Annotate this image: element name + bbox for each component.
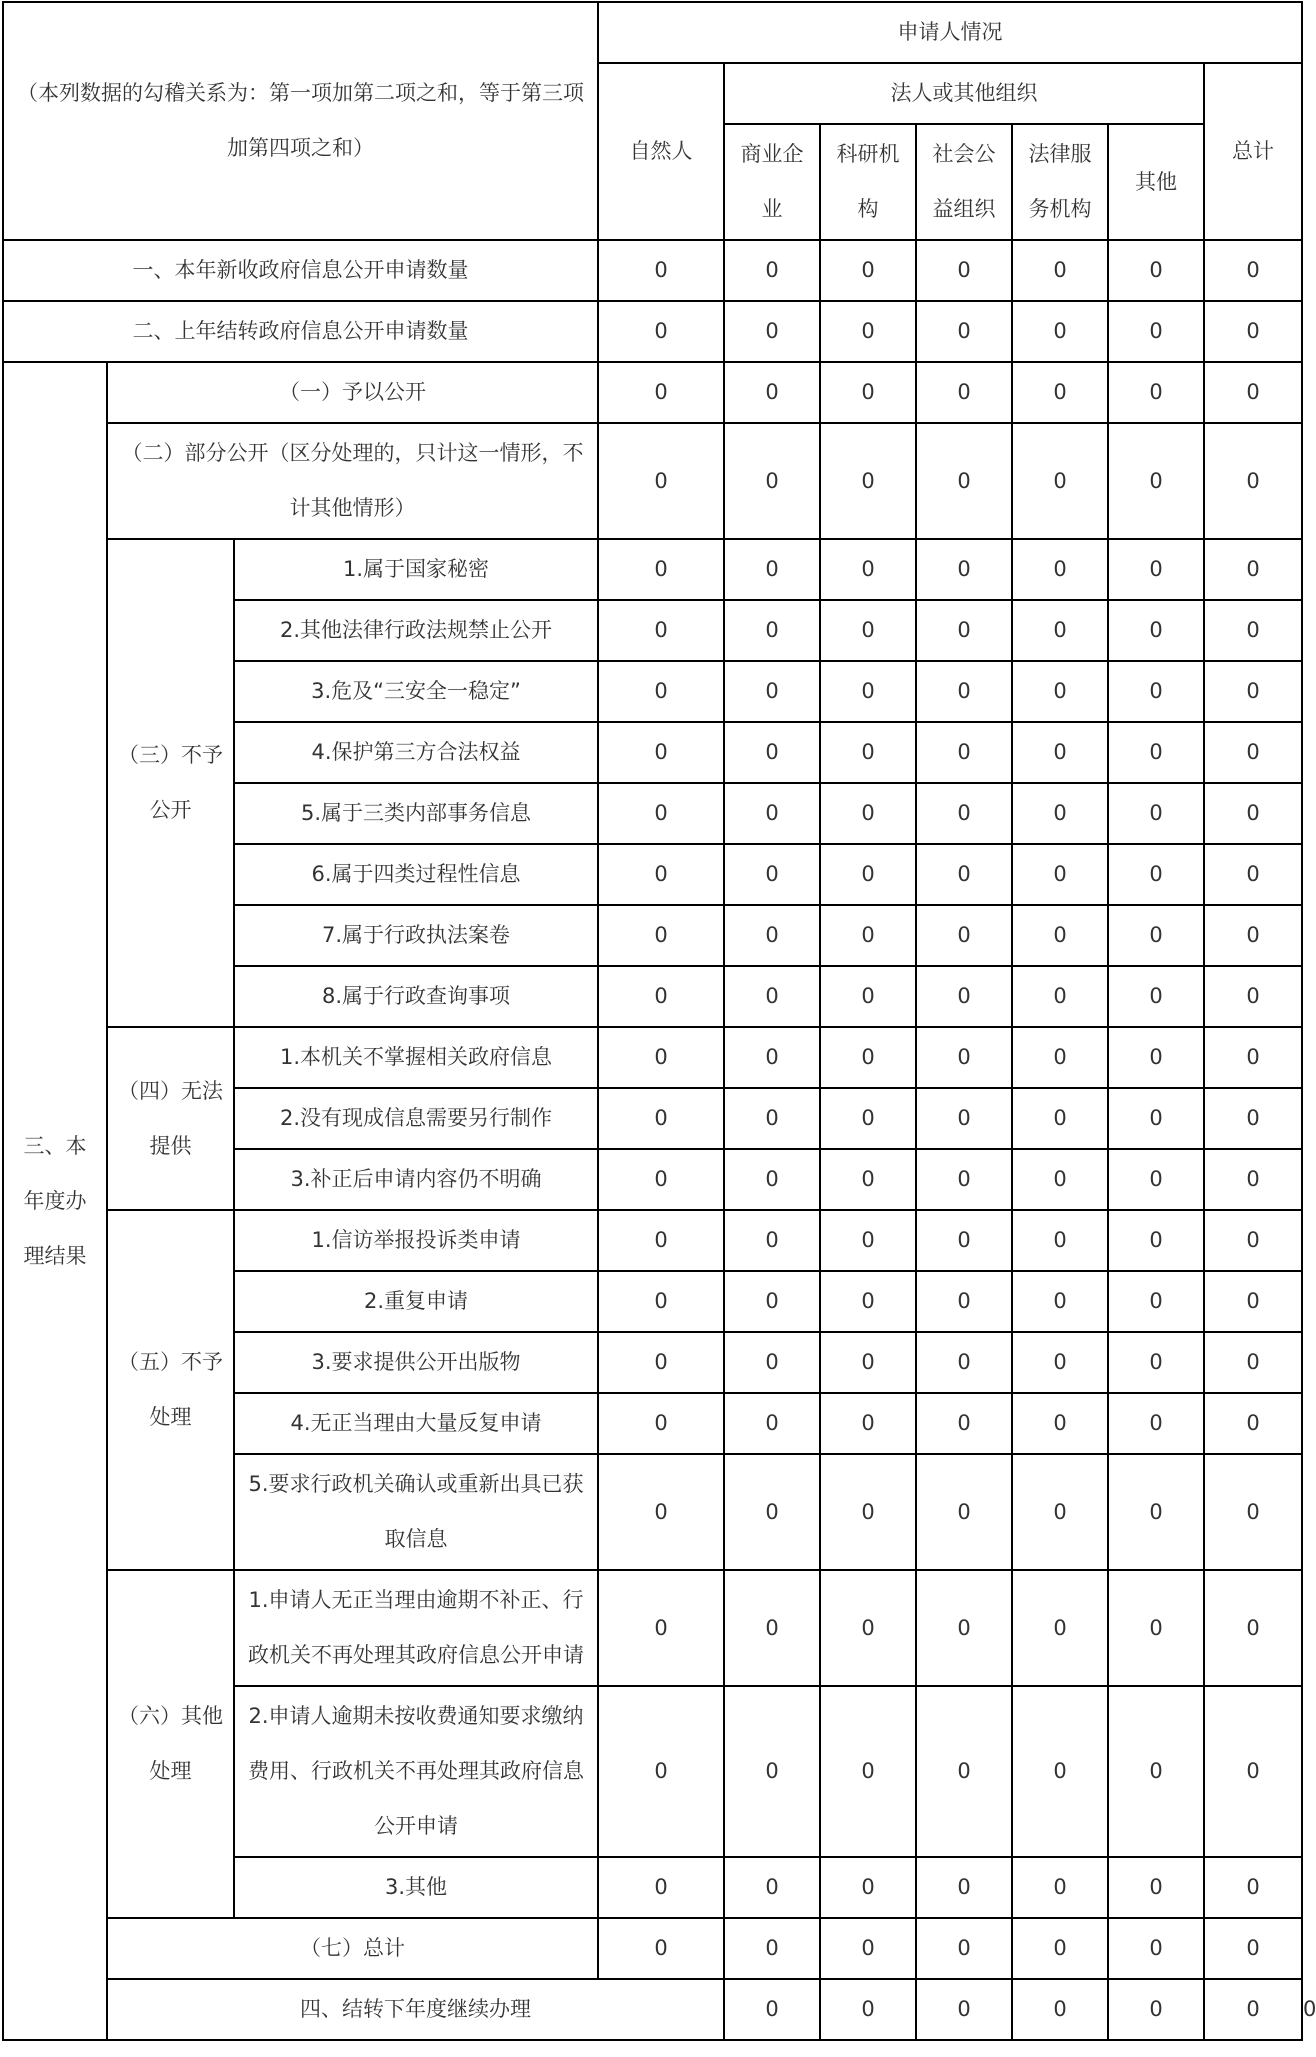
cell-value: 0 <box>598 1149 724 1210</box>
cell-value: 0 <box>1204 1088 1302 1149</box>
cell-value: 0 <box>1012 423 1108 539</box>
cell-value: 0 <box>598 1088 724 1149</box>
cell-value: 0 <box>916 1088 1012 1149</box>
cell-value: 0 <box>916 423 1012 539</box>
cell-value: 0 <box>1204 783 1302 844</box>
cell-value: 0 <box>1108 783 1204 844</box>
cell-value: 0 <box>1012 600 1108 661</box>
cell-value: 0 <box>598 905 724 966</box>
cell-value: 0 <box>1108 1271 1204 1332</box>
cell-value: 0 <box>724 661 820 722</box>
cell-value: 0 <box>820 1332 916 1393</box>
cell-value: 0 <box>916 1570 1012 1686</box>
cell-value: 0 <box>916 1393 1012 1454</box>
cell-value: 0 <box>724 1686 820 1857</box>
cell-value: 0 <box>1108 1210 1204 1271</box>
cell-value: 0 <box>724 423 820 539</box>
cell-value: 0 <box>1204 539 1302 600</box>
cell-value: 0 <box>820 966 916 1027</box>
cell-value: 0 <box>1204 1918 1302 1979</box>
cell-value: 0 <box>916 905 1012 966</box>
header-business: 商业企业 <box>724 124 820 240</box>
cell-value: 0 <box>820 1393 916 1454</box>
cell-value: 0 <box>1204 423 1302 539</box>
cell-value: 0 <box>1012 1686 1108 1857</box>
cell-value: 0 <box>1204 1857 1302 1918</box>
cell-value: 0 <box>1204 661 1302 722</box>
cell-value: 0 <box>724 1857 820 1918</box>
cell-value: 0 <box>1204 1686 1302 1857</box>
row-label: 二、上年结转政府信息公开申请数量 <box>3 301 598 362</box>
row-label: 1.申请人无正当理由逾期不补正、行政机关不再处理其政府信息公开申请 <box>234 1570 598 1686</box>
cell-value: 0 <box>724 783 820 844</box>
cell-value: 0 <box>1204 1570 1302 1686</box>
cell-value: 0 <box>1108 1027 1204 1088</box>
cell-value: 0 <box>598 783 724 844</box>
cell-value: 0 <box>598 240 724 301</box>
row-label: 一、本年新收政府信息公开申请数量 <box>3 240 598 301</box>
cell-value: 0 <box>724 966 820 1027</box>
cell-value: 0 <box>1108 362 1204 423</box>
group-label: （五）不予处理 <box>107 1210 234 1570</box>
cell-value: 0 <box>820 1088 916 1149</box>
header-total: 总计 <box>1204 63 1302 240</box>
cell-value: 0 <box>820 661 916 722</box>
cell-value: 0 <box>820 1686 916 1857</box>
row-label: 8.属于行政查询事项 <box>234 966 598 1027</box>
cell-value: 0 <box>1204 1149 1302 1210</box>
cell-value: 0 <box>916 1271 1012 1332</box>
cell-value: 0 <box>598 844 724 905</box>
cell-value: 0 <box>1108 240 1204 301</box>
cell-value: 0 <box>1012 1393 1108 1454</box>
row-label: （七）总计 <box>107 1918 598 1979</box>
cell-value: 0 <box>1108 844 1204 905</box>
section3-label: 三、本年度办理结果 <box>3 362 107 2040</box>
cell-value: 0 <box>1012 1332 1108 1393</box>
cell-value: 0 <box>1108 1393 1204 1454</box>
cell-value: 0 <box>724 1027 820 1088</box>
cell-value: 0 <box>820 1857 916 1918</box>
cell-value: 0 <box>820 1454 916 1570</box>
cell-value: 0 <box>820 844 916 905</box>
cell-value: 0 <box>820 1210 916 1271</box>
cell-value: 0 <box>916 1918 1012 1979</box>
cell-value: 0 <box>916 301 1012 362</box>
group-label: （六）其他处理 <box>107 1570 234 1918</box>
cell-value: 0 <box>598 1210 724 1271</box>
row-label: 2.申请人逾期未按收费通知要求缴纳费用、行政机关不再处理其政府信息公开申请 <box>234 1686 598 1857</box>
cell-value: 0 <box>1012 1271 1108 1332</box>
row-label: 2.没有现成信息需要另行制作 <box>234 1088 598 1149</box>
cell-value: 0 <box>916 240 1012 301</box>
cell-value: 0 <box>724 240 820 301</box>
cell-value: 0 <box>1204 600 1302 661</box>
cell-value: 0 <box>916 600 1012 661</box>
cell-value: 0 <box>820 240 916 301</box>
cell-value: 0 <box>1012 1210 1108 1271</box>
cell-value: 0 <box>598 1570 724 1686</box>
cell-value: 0 <box>916 966 1012 1027</box>
cell-value: 0 <box>1108 423 1204 539</box>
cell-value: 0 <box>820 1149 916 1210</box>
row-label: 四、结转下年度继续办理 <box>107 1979 724 2040</box>
cell-value: 0 <box>1108 1332 1204 1393</box>
row-label: 3.其他 <box>234 1857 598 1918</box>
cell-value: 0 <box>1204 966 1302 1027</box>
cell-value: 0 <box>598 362 724 423</box>
cell-value: 0 <box>1204 1210 1302 1271</box>
cell-value: 0 <box>916 1027 1012 1088</box>
row-label: 5.要求行政机关确认或重新出具已获取信息 <box>234 1454 598 1570</box>
cell-value: 0 <box>598 966 724 1027</box>
row-label: 1.属于国家秘密 <box>234 539 598 600</box>
row-label: 6.属于四类过程性信息 <box>234 844 598 905</box>
cell-value: 0 <box>1108 1149 1204 1210</box>
cell-value: 0 <box>1012 844 1108 905</box>
cell-value: 0 <box>1108 661 1204 722</box>
cell-value: 0 <box>1012 1027 1108 1088</box>
cell-value: 0 <box>598 423 724 539</box>
cell-value: 0 <box>724 1918 820 1979</box>
cell-value: 0 <box>724 301 820 362</box>
cell-value: 0 <box>916 362 1012 423</box>
row-label: 3.危及“三安全一稳定” <box>234 661 598 722</box>
cell-value: 0 <box>598 1857 724 1918</box>
cell-value: 0 <box>1204 1979 1302 2040</box>
cell-value: 0 <box>916 661 1012 722</box>
cell-value: 0 <box>724 1149 820 1210</box>
cell-value: 0 <box>1012 1088 1108 1149</box>
cell-value: 0 <box>820 1570 916 1686</box>
group-label: （四）无法提供 <box>107 1027 234 1210</box>
cell-value: 0 <box>916 1686 1012 1857</box>
cell-value: 0 <box>724 1088 820 1149</box>
cell-value: 0 <box>1108 1979 1204 2040</box>
cell-value: 0 <box>1204 1332 1302 1393</box>
cell-value: 0 <box>916 1149 1012 1210</box>
cell-value: 0 <box>1012 1857 1108 1918</box>
cell-value: 0 <box>724 1332 820 1393</box>
cell-value: 0 <box>1012 1149 1108 1210</box>
cell-value: 0 <box>1204 362 1302 423</box>
cell-value: 0 <box>598 1027 724 1088</box>
row-label: （一）予以公开 <box>107 362 598 423</box>
cell-value: 0 <box>1204 240 1302 301</box>
cell-value: 0 <box>820 722 916 783</box>
header-natural-person: 自然人 <box>598 63 724 240</box>
cell-value: 0 <box>724 362 820 423</box>
cell-value: 0 <box>1108 722 1204 783</box>
cell-value: 0 <box>820 362 916 423</box>
cell-value: 0 <box>820 1271 916 1332</box>
cell-value: 0 <box>1108 1857 1204 1918</box>
row-label: 1.信访举报投诉类申请 <box>234 1210 598 1271</box>
cell-value: 0 <box>916 539 1012 600</box>
cell-value: 0 <box>916 1979 1012 2040</box>
header-applicant-info: 申请人情况 <box>598 2 1302 63</box>
cell-value: 0 <box>724 1393 820 1454</box>
cell-value: 0 <box>820 539 916 600</box>
row-label: 7.属于行政执法案卷 <box>234 905 598 966</box>
cell-value: 0 <box>598 1271 724 1332</box>
cell-value: 0 <box>916 783 1012 844</box>
header-other: 其他 <box>1108 124 1204 240</box>
cell-value: 0 <box>1204 1393 1302 1454</box>
cell-value: 0 <box>1012 783 1108 844</box>
cell-value: 0 <box>820 1979 916 2040</box>
cell-value: 0 <box>724 844 820 905</box>
cell-value: 0 <box>724 1570 820 1686</box>
header-legal-service: 法律服务机构 <box>1012 124 1108 240</box>
cell-value: 0 <box>916 844 1012 905</box>
row-label: 4.无正当理由大量反复申请 <box>234 1393 598 1454</box>
cell-value: 0 <box>1204 1454 1302 1570</box>
cell-value: 0 <box>724 539 820 600</box>
cell-value: 0 <box>598 1454 724 1570</box>
cell-value: 0 <box>724 1454 820 1570</box>
cell-value: 0 <box>1012 1570 1108 1686</box>
cell-value: 0 <box>598 539 724 600</box>
cell-value: 0 <box>1108 905 1204 966</box>
cell-value: 0 <box>724 1210 820 1271</box>
cell-value: 0 <box>598 1686 724 1857</box>
cell-value: 0 <box>598 661 724 722</box>
cell-value: 0 <box>1204 844 1302 905</box>
cell-value: 0 <box>724 600 820 661</box>
cell-value: 0 <box>820 1918 916 1979</box>
cell-value: 0 <box>1204 722 1302 783</box>
header-legal-or-other: 法人或其他组织 <box>724 63 1204 124</box>
cell-value: 0 <box>1108 600 1204 661</box>
header-research: 科研机构 <box>820 124 916 240</box>
cell-value: 0 <box>598 1393 724 1454</box>
cell-value: 0 <box>724 1271 820 1332</box>
cell-value: 0 <box>916 1857 1012 1918</box>
cell-value: 0 <box>724 905 820 966</box>
row-label: 4.保护第三方合法权益 <box>234 722 598 783</box>
cell-value: 0 <box>724 722 820 783</box>
cell-value: 0 <box>724 1979 820 2040</box>
cell-value: 0 <box>1108 1570 1204 1686</box>
cell-value: 0 <box>598 301 724 362</box>
cell-value: 0 <box>1108 1686 1204 1857</box>
cell-value: 0 <box>1204 1027 1302 1088</box>
cell-value: 0 <box>1204 301 1302 362</box>
cell-value: 0 <box>916 1210 1012 1271</box>
cell-value: 0 <box>820 301 916 362</box>
cell-value: 0 <box>598 600 724 661</box>
row-label: 5.属于三类内部事务信息 <box>234 783 598 844</box>
cell-value: 0 <box>1012 722 1108 783</box>
cell-value: 0 <box>916 1454 1012 1570</box>
cell-value: 0 <box>916 722 1012 783</box>
cell-value: 0 <box>1108 966 1204 1027</box>
row-label: 2.重复申请 <box>234 1271 598 1332</box>
cell-value: 0 <box>820 600 916 661</box>
row-label: 1.本机关不掌握相关政府信息 <box>234 1027 598 1088</box>
cell-value: 0 <box>1012 966 1108 1027</box>
cell-value: 0 <box>598 1918 724 1979</box>
cell-value: 0 <box>1108 1918 1204 1979</box>
row-label: （二）部分公开（区分处理的，只计这一情形，不计其他情形） <box>107 423 598 539</box>
cell-value: 0 <box>820 783 916 844</box>
cell-value: 0 <box>1108 1454 1204 1570</box>
cell-value: 0 <box>820 905 916 966</box>
cell-value: 0 <box>1012 661 1108 722</box>
cell-value: 0 <box>1108 1088 1204 1149</box>
header-social: 社会公益组织 <box>916 124 1012 240</box>
gov-info-disclosure-table: （本列数据的勾稽关系为：第一项加第二项之和，等于第三项加第四项之和） 申请人情况 自然人 法人或其他组织 总计 商业企业 科研机构 社会公益组织 法律服务机构 其他 一、本年新收政府信息公开申请数量 0 0 0 0 0 0 0 二、上年结转政府信息公开申请数量 0 0 0 0 0 0 0 三、本年度办理结果 （一）予以公开 0 0 0 0 0 0 0 （二）部分公开（区分处理的，只计这一情形，不计其他情形） 0 0 0 0 0 0 0 （三）不予公开 1.属于国家秘密 0 0 0 0 0 0 0 2.其他法律行政法规禁止公开 0 0 0 0 0 0 0 3.危及“三安全一稳定” 0 0 0 0 0 0 0 4.保护第三方合法权益 0 0 0 0 0 0 0 5.属于三类内部事务信息 0 0 0 0 0 0 0 6.属于四类过程性信息 0 0 0 0 0 0 0 7.属于行政执法案卷 0 0 0 0 0 0 0 8.属于行政查询事项 0 0 0 0 0 0 0 （四）无法提供 1.本机关不掌握相关政府信息 0 0 0 0 0 0 0 2.没有现成信息需要另行制作 0 0 0 0 0 0 0 3.补正后申请内容仍不明确 0 0 0 0 0 0 0 （五）不予处理 1.信访举报投诉类申请 0 0 0 0 0 0 0 2.重复申请 0 0 0 0 0 0 0 3.要求提供公开出版物 0 0 0 0 0 0 0 4.无正当理由大量反复申请 0 0 0 0 0 0 0 5.要求行政机关确认或重新出具已获取信息 0 0 0 0 0 0 0 （六）其他处理 1.申请人无正当理由逾期不补正、行政机关不再处理其政府信息公开申请 0 0 0 0 0 0 0 2.申请人逾期未按收费通知要求缴纳费用、行政机关不再处理其政府信息公开申请 0 0 0 0 0 0 0 3.其他 0 0 0 0 0 0 0 （七）总计 0 0 0 0 0 0 0 四、结转下年度继续办理 0 0 0 0 0 0 0 <box>2 1 1303 2041</box>
cell-value: 0 <box>1012 905 1108 966</box>
cell-value: 0 <box>820 423 916 539</box>
cell-value: 0 <box>820 1027 916 1088</box>
header-note: （本列数据的勾稽关系为：第一项加第二项之和，等于第三项加第四项之和） <box>3 2 598 240</box>
cell-value: 0 <box>1012 1918 1108 1979</box>
cell-value: 0 <box>1012 1979 1108 2040</box>
cell-value: 0 <box>1108 301 1204 362</box>
cell-value: 0 <box>1012 539 1108 600</box>
cell-value: 0 <box>598 1332 724 1393</box>
cell-value: 0 <box>916 1332 1012 1393</box>
cell-value: 0 <box>1012 301 1108 362</box>
group-label: （三）不予公开 <box>107 539 234 1027</box>
cell-value: 0 <box>1204 1271 1302 1332</box>
cell-value: 0 <box>1204 905 1302 966</box>
row-label: 2.其他法律行政法规禁止公开 <box>234 600 598 661</box>
cell-value: 0 <box>1012 362 1108 423</box>
row-label: 3.补正后申请内容仍不明确 <box>234 1149 598 1210</box>
row-label: 3.要求提供公开出版物 <box>234 1332 598 1393</box>
cell-value: 0 <box>598 722 724 783</box>
cell-value: 0 <box>1012 1454 1108 1570</box>
cell-value: 0 <box>1012 240 1108 301</box>
cell-value: 0 <box>1108 539 1204 600</box>
